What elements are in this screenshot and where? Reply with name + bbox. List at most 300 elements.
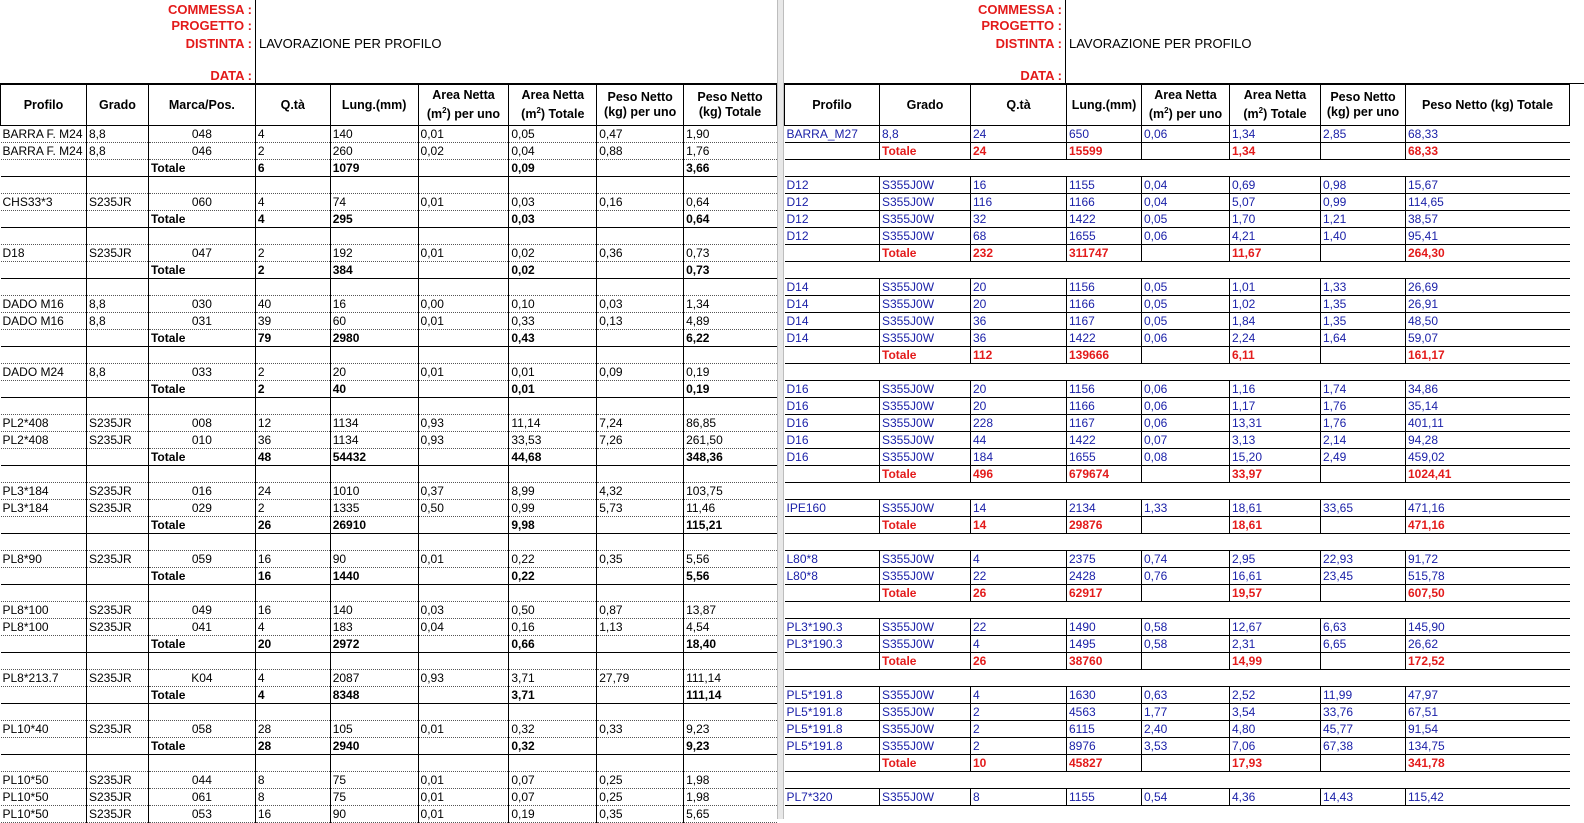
- cell: 0,01: [418, 721, 509, 738]
- cell: 140: [330, 602, 418, 619]
- cell: S355J0W: [880, 415, 971, 432]
- cell: [1142, 585, 1230, 602]
- spacer-cell: [330, 398, 418, 415]
- spacer-cell: [148, 534, 255, 551]
- cell: 192: [330, 245, 418, 262]
- spacer-cell: [418, 653, 509, 670]
- cell: [785, 143, 880, 160]
- spacer-cell: [597, 398, 684, 415]
- cell: [1142, 245, 1230, 262]
- spacer-cell: [509, 177, 597, 194]
- cell: 2,31: [1230, 636, 1321, 653]
- spacer-cell: [86, 279, 148, 296]
- table-row: [785, 721, 1570, 738]
- cell: 1155: [1067, 177, 1142, 194]
- total-row: [1, 381, 777, 398]
- cell: 311747: [1067, 245, 1142, 262]
- cell: 2428: [1067, 568, 1142, 585]
- spacer-cell: [1321, 364, 1406, 381]
- spacer-cell: [597, 534, 684, 551]
- cell: 8: [255, 789, 330, 806]
- spacer-row: [785, 364, 1570, 381]
- spacer-cell: [86, 585, 148, 602]
- cell: 4,36: [1230, 789, 1321, 806]
- cell: [86, 381, 148, 398]
- cell: D16: [785, 415, 880, 432]
- cell: 1,84: [1230, 313, 1321, 330]
- spacer-cell: [418, 704, 509, 721]
- cell: 5,65: [684, 806, 777, 823]
- cell: 0,06: [1142, 381, 1230, 398]
- cell: 0,01: [418, 789, 509, 806]
- spacer-cell: [418, 347, 509, 364]
- cell: 95,41: [1406, 228, 1570, 245]
- cell: 0,64: [684, 211, 777, 228]
- spacer-row: [785, 483, 1570, 500]
- cell: PL3*190.3: [785, 619, 880, 636]
- spacer-cell: [684, 534, 777, 551]
- cell: 1335: [330, 500, 418, 517]
- spacer-cell: [86, 466, 148, 483]
- spacer-cell: [148, 755, 255, 772]
- cell: 112: [971, 347, 1067, 364]
- spacer-cell: [509, 704, 597, 721]
- cell: PL3*184: [1, 500, 87, 517]
- cell: 105: [330, 721, 418, 738]
- spacer-row: [785, 262, 1570, 279]
- cell: 11,46: [684, 500, 777, 517]
- cell: [597, 330, 684, 347]
- cell: 14: [971, 517, 1067, 534]
- cell: 0,73: [684, 245, 777, 262]
- left-sheet: [0, 0, 777, 823]
- cell: 0,32: [509, 738, 597, 755]
- cell: 2,40: [1142, 721, 1230, 738]
- cell: 36: [971, 330, 1067, 347]
- cell: BARRA F. M24: [1, 126, 87, 143]
- cell: Totale: [880, 755, 971, 772]
- spacer-cell: [785, 483, 880, 500]
- spacer-cell: [1142, 160, 1230, 177]
- cell: 1655: [1067, 228, 1142, 245]
- cell: 010: [148, 432, 255, 449]
- spacer-cell: [330, 704, 418, 721]
- table-row: [1, 500, 777, 517]
- cell: 0,74: [1142, 551, 1230, 568]
- cell: 401,11: [1406, 415, 1570, 432]
- cell: 4: [255, 619, 330, 636]
- spacer-cell: [86, 534, 148, 551]
- cell: 47,97: [1406, 687, 1570, 704]
- cell: 8,99: [509, 483, 597, 500]
- spacer-row: [1, 755, 777, 772]
- cell: 049: [148, 602, 255, 619]
- table-row: [1, 721, 777, 738]
- right-table: [784, 84, 1570, 806]
- spacer-row: [785, 534, 1570, 551]
- cell: 16: [255, 568, 330, 585]
- spacer-cell: [1, 585, 87, 602]
- cell: 14: [971, 500, 1067, 517]
- spacer-cell: [418, 279, 509, 296]
- cell: PL5*191.8: [785, 687, 880, 704]
- cell: PL10*50: [1, 789, 87, 806]
- table-row: [785, 500, 1570, 517]
- cell: 515,78: [1406, 568, 1570, 585]
- cell: 008: [148, 415, 255, 432]
- cell: [597, 381, 684, 398]
- table-row: [1, 143, 777, 160]
- cell: PL5*191.8: [785, 721, 880, 738]
- cell: 1156: [1067, 381, 1142, 398]
- cell: 15,20: [1230, 449, 1321, 466]
- cell: 0,13: [597, 313, 684, 330]
- spacer-cell: [255, 279, 330, 296]
- cell: Totale: [880, 585, 971, 602]
- cell: PL2*408: [1, 415, 87, 432]
- cell: 1,70: [1230, 211, 1321, 228]
- cell: 1156: [1067, 279, 1142, 296]
- spacer-cell: [330, 755, 418, 772]
- spacer-cell: [509, 534, 597, 551]
- cell: 33,97: [1230, 466, 1321, 483]
- cell: 6,63: [1321, 619, 1406, 636]
- cell: S235JR: [86, 789, 148, 806]
- cell: 3,66: [684, 160, 777, 177]
- cell: PL10*40: [1, 721, 87, 738]
- spacer-cell: [880, 160, 971, 177]
- cell: 1079: [330, 160, 418, 177]
- cell: [418, 568, 509, 585]
- spacer-cell: [1406, 602, 1570, 619]
- cell: [597, 517, 684, 534]
- cell: 0,03: [509, 194, 597, 211]
- table-row: [785, 636, 1570, 653]
- cell: 20: [330, 364, 418, 381]
- cell: 384: [330, 262, 418, 279]
- cell: 471,16: [1406, 500, 1570, 517]
- table-row: [1, 126, 777, 143]
- cell: 0,07: [509, 789, 597, 806]
- cell: Totale: [148, 262, 255, 279]
- table-row: [1, 415, 777, 432]
- cell: 3,53: [1142, 738, 1230, 755]
- total-row: [1, 160, 777, 177]
- cell: [1321, 517, 1406, 534]
- spacer-cell: [255, 755, 330, 772]
- cell: 8976: [1067, 738, 1142, 755]
- cell: 0,03: [418, 602, 509, 619]
- cell: 134,75: [1406, 738, 1570, 755]
- cell: 261,50: [684, 432, 777, 449]
- cell: 115,42: [1406, 789, 1570, 806]
- cell: 20: [255, 636, 330, 653]
- total-row: [1, 330, 777, 347]
- col-marca: Marca/Pos.: [148, 85, 255, 126]
- spacer-cell: [785, 534, 880, 551]
- spacer-cell: [148, 466, 255, 483]
- cell: 1134: [330, 415, 418, 432]
- cell: S355J0W: [880, 704, 971, 721]
- cell: [1, 636, 87, 653]
- cell: 0,05: [1142, 211, 1230, 228]
- spacer-cell: [509, 653, 597, 670]
- cell: [86, 687, 148, 704]
- data-label: DATA :: [210, 68, 252, 83]
- cell: [1, 160, 87, 177]
- spacer-row: [1, 585, 777, 602]
- cell: 1,13: [597, 619, 684, 636]
- cell: 33,53: [509, 432, 597, 449]
- cell: 1422: [1067, 330, 1142, 347]
- cell: 3,71: [509, 687, 597, 704]
- spacer-cell: [1230, 772, 1321, 789]
- total-row: [1, 517, 777, 534]
- cell: [1, 687, 87, 704]
- cell: 15,67: [1406, 177, 1570, 194]
- cell: [597, 687, 684, 704]
- spacer-cell: [1067, 534, 1142, 551]
- spacer-row: [785, 670, 1570, 687]
- total-row: [1, 262, 777, 279]
- cell: 0,16: [597, 194, 684, 211]
- cell: 0,04: [1142, 194, 1230, 211]
- cell: 9,23: [684, 738, 777, 755]
- cell: 2,24: [1230, 330, 1321, 347]
- right-header-row: [785, 85, 1570, 126]
- cell: 0,08: [1142, 449, 1230, 466]
- cell: 0,19: [684, 364, 777, 381]
- cell: 5,73: [597, 500, 684, 517]
- cell: 228: [971, 415, 1067, 432]
- table-row: [785, 211, 1570, 228]
- table-row: [785, 704, 1570, 721]
- col-lung: Lung.(mm): [330, 85, 418, 126]
- cell: D16: [785, 449, 880, 466]
- cell: [785, 585, 880, 602]
- col-grado: Grado: [86, 85, 148, 126]
- cell: 45,77: [1321, 721, 1406, 738]
- spacer-row: [1, 704, 777, 721]
- spacer-cell: [148, 585, 255, 602]
- cell: 1155: [1067, 789, 1142, 806]
- cell: PL7*320: [785, 789, 880, 806]
- commessa-label: COMMESSA :: [167, 2, 252, 17]
- cell: S235JR: [86, 602, 148, 619]
- cell: S355J0W: [880, 500, 971, 517]
- spacer-cell: [684, 466, 777, 483]
- cell: 4: [971, 636, 1067, 653]
- cell: 3,13: [1230, 432, 1321, 449]
- cell: S355J0W: [880, 738, 971, 755]
- cell: 8,8: [86, 296, 148, 313]
- total-row: [785, 653, 1570, 670]
- cell: 2,85: [1321, 126, 1406, 143]
- cell: [418, 262, 509, 279]
- cell: 62917: [1067, 585, 1142, 602]
- spacer-cell: [1230, 483, 1321, 500]
- spacer-cell: [880, 772, 971, 789]
- cell: 1,98: [684, 772, 777, 789]
- spacer-cell: [1067, 483, 1142, 500]
- cell: 0,50: [509, 602, 597, 619]
- cell: [1, 449, 87, 466]
- cell: 053: [148, 806, 255, 823]
- spacer-cell: [1067, 670, 1142, 687]
- cell: 0,22: [509, 551, 597, 568]
- cell: 1,01: [1230, 279, 1321, 296]
- table-row: [785, 381, 1570, 398]
- spacer-cell: [1142, 602, 1230, 619]
- spacer-cell: [785, 602, 880, 619]
- cell: 9,98: [509, 517, 597, 534]
- spacer-cell: [880, 364, 971, 381]
- cell: 103,75: [684, 483, 777, 500]
- cell: S235JR: [86, 806, 148, 823]
- spacer-cell: [1142, 534, 1230, 551]
- cell: 1,76: [1321, 398, 1406, 415]
- spacer-cell: [86, 347, 148, 364]
- spacer-cell: [1, 704, 87, 721]
- spacer-cell: [1321, 772, 1406, 789]
- cell: PL8*100: [1, 602, 87, 619]
- cell: [418, 636, 509, 653]
- table-row: [1, 245, 777, 262]
- cell: 2: [971, 738, 1067, 755]
- cell: 650: [1067, 126, 1142, 143]
- cell: S355J0W: [880, 177, 971, 194]
- spacer-cell: [418, 177, 509, 194]
- spacer-cell: [684, 755, 777, 772]
- cell: 12,67: [1230, 619, 1321, 636]
- table-row: [785, 228, 1570, 245]
- left-header: [0, 0, 777, 84]
- cell: 8,8: [86, 143, 148, 160]
- cell: 0,19: [684, 381, 777, 398]
- cell: 1,34: [684, 296, 777, 313]
- cell: 1,76: [684, 143, 777, 160]
- cell: 4: [255, 126, 330, 143]
- cell: 4: [255, 687, 330, 704]
- cell: 4,32: [597, 483, 684, 500]
- cell: PL8*90: [1, 551, 87, 568]
- cell: [597, 262, 684, 279]
- cell: 2: [971, 704, 1067, 721]
- spacer-cell: [684, 704, 777, 721]
- cell: [1, 211, 87, 228]
- cell: 0,98: [1321, 177, 1406, 194]
- spacer-cell: [330, 228, 418, 245]
- cell: 16: [255, 602, 330, 619]
- cell: 260: [330, 143, 418, 160]
- spacer-cell: [1, 653, 87, 670]
- spacer-cell: [418, 398, 509, 415]
- cell: [1, 262, 87, 279]
- spacer-cell: [148, 653, 255, 670]
- cell: 0,58: [1142, 619, 1230, 636]
- cell: D12: [785, 194, 880, 211]
- spacer-cell: [330, 653, 418, 670]
- cell: Totale: [148, 381, 255, 398]
- spacer-cell: [880, 670, 971, 687]
- spacer-cell: [1, 279, 87, 296]
- cell: S355J0W: [880, 296, 971, 313]
- spacer-cell: [1321, 160, 1406, 177]
- cell: 341,78: [1406, 755, 1570, 772]
- cell: 1422: [1067, 211, 1142, 228]
- cell: IPE160: [785, 500, 880, 517]
- spacer-cell: [1230, 670, 1321, 687]
- cell: 2: [255, 245, 330, 262]
- cell: 1,33: [1321, 279, 1406, 296]
- spacer-cell: [785, 364, 880, 381]
- cell: 67,38: [1321, 738, 1406, 755]
- cell: D16: [785, 432, 880, 449]
- cell: 232: [971, 245, 1067, 262]
- table-row: [1, 432, 777, 449]
- cell: Totale: [148, 568, 255, 585]
- cell: 1,40: [1321, 228, 1406, 245]
- cell: 26: [255, 517, 330, 534]
- cell: 11,67: [1230, 245, 1321, 262]
- cell: 0,43: [509, 330, 597, 347]
- spacer-cell: [255, 398, 330, 415]
- cell: 041: [148, 619, 255, 636]
- cell: 48: [255, 449, 330, 466]
- cell: 94,28: [1406, 432, 1570, 449]
- cell: 0,35: [597, 551, 684, 568]
- cell: 2: [255, 381, 330, 398]
- total-row: [1, 449, 777, 466]
- table-row: [1, 789, 777, 806]
- cell: Totale: [880, 245, 971, 262]
- cell: Totale: [148, 211, 255, 228]
- total-row: [785, 347, 1570, 364]
- spacer-cell: [880, 602, 971, 619]
- cell: 0,07: [509, 772, 597, 789]
- distinta-value: LAVORAZIONE PER PROFILO: [259, 36, 442, 51]
- cell: 0,02: [418, 143, 509, 160]
- cell: 607,50: [1406, 585, 1570, 602]
- cell: 68: [971, 228, 1067, 245]
- spacer-cell: [509, 755, 597, 772]
- cell: 6,11: [1230, 347, 1321, 364]
- cell: 0,33: [597, 721, 684, 738]
- cell: 34,86: [1406, 381, 1570, 398]
- table-row: [1, 296, 777, 313]
- cell: 32: [971, 211, 1067, 228]
- table-row: [785, 687, 1570, 704]
- cell: Totale: [148, 636, 255, 653]
- spacer-cell: [86, 653, 148, 670]
- cell: S355J0W: [880, 687, 971, 704]
- spacer-row: [785, 160, 1570, 177]
- cell: 7,24: [597, 415, 684, 432]
- spacer-cell: [785, 160, 880, 177]
- cell: Totale: [148, 449, 255, 466]
- cell: 0,36: [597, 245, 684, 262]
- spacer-cell: [1406, 160, 1570, 177]
- spacer-cell: [597, 279, 684, 296]
- cell: S355J0W: [880, 432, 971, 449]
- cell: 0,50: [418, 500, 509, 517]
- cell: 1024,41: [1406, 466, 1570, 483]
- cell: [86, 738, 148, 755]
- cell: 22: [971, 568, 1067, 585]
- spacer-cell: [880, 534, 971, 551]
- cell: Totale: [148, 738, 255, 755]
- cell: 348,36: [684, 449, 777, 466]
